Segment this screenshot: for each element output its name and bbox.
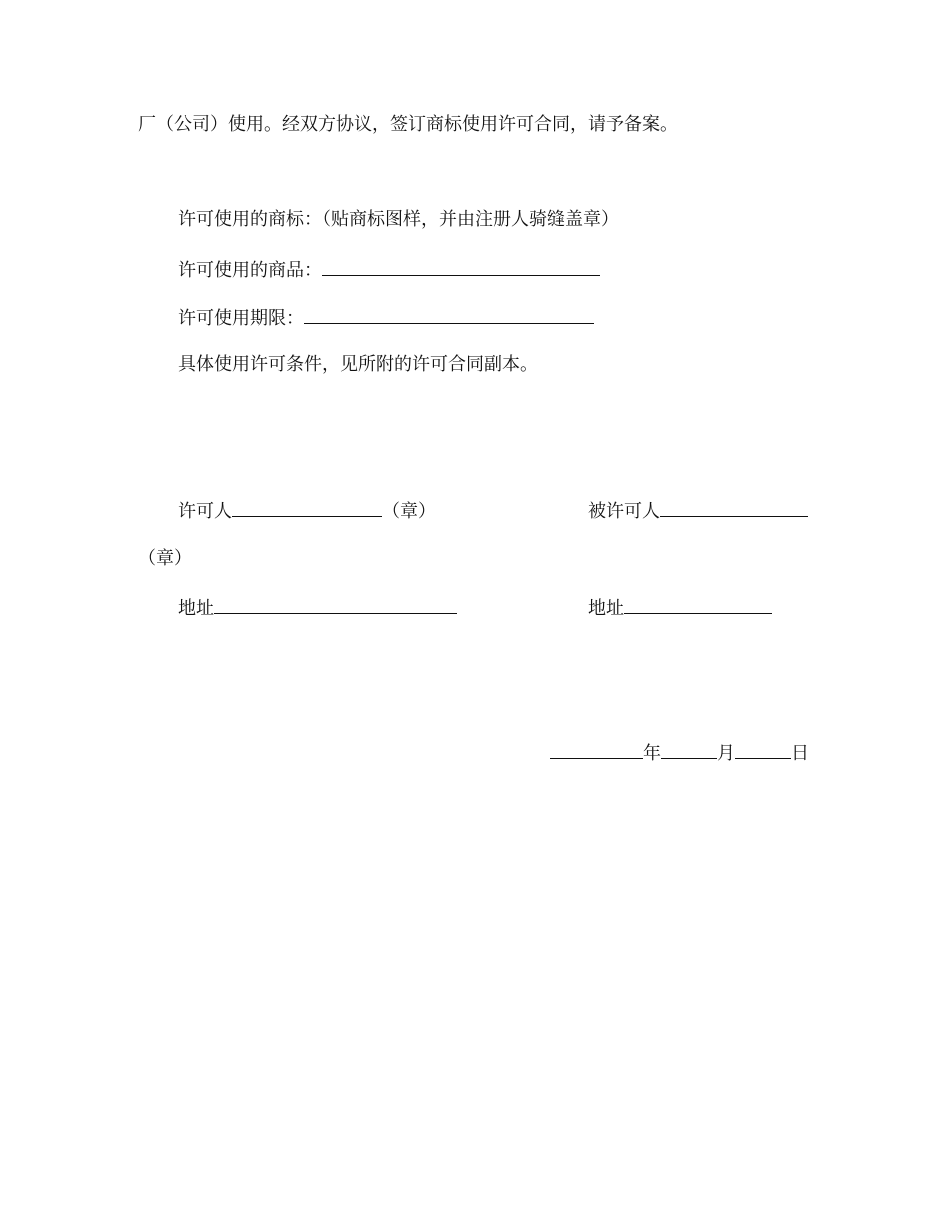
month-blank[interactable] — [661, 740, 717, 759]
period-label: 许可使用期限： — [178, 308, 304, 329]
goods-label: 许可使用的商品： — [178, 260, 322, 281]
licensee-address-label: 地址 — [588, 598, 624, 619]
licensor-address-blank[interactable] — [214, 595, 457, 614]
year-blank[interactable] — [550, 740, 643, 759]
day-blank[interactable] — [735, 740, 791, 759]
period-blank[interactable] — [304, 305, 594, 324]
month-label: 月 — [717, 743, 735, 764]
licensee-row — [588, 498, 808, 522]
year-label: 年 — [643, 743, 661, 764]
goods-row — [178, 257, 600, 281]
licensor-label: 许可人 — [178, 501, 232, 522]
intro-line: 厂（公司）使用。经双方协议，签订商标使用许可合同，请予备案。 — [138, 114, 678, 135]
licensor-row — [178, 498, 436, 522]
licensee-address-row — [588, 595, 772, 619]
licensee-address-blank[interactable] — [624, 595, 772, 614]
day-label: 日 — [791, 743, 809, 764]
date-row — [550, 740, 809, 764]
goods-blank[interactable] — [322, 257, 600, 276]
trademark-line: 许可使用的商标：（贴商标图样，并由注册人骑缝盖章） — [178, 209, 619, 230]
licensor-seal: （章） — [382, 501, 436, 522]
licensee-seal: （章） — [138, 548, 192, 569]
licensor-address-label: 地址 — [178, 598, 214, 619]
licensee-blank[interactable] — [660, 498, 808, 517]
conditions-line: 具体使用许可条件，见所附的许可合同副本。 — [178, 354, 538, 375]
licensee-label: 被许可人 — [588, 501, 660, 522]
licensor-blank[interactable] — [232, 498, 382, 517]
period-row — [178, 305, 594, 329]
licensor-address-row — [178, 595, 457, 619]
